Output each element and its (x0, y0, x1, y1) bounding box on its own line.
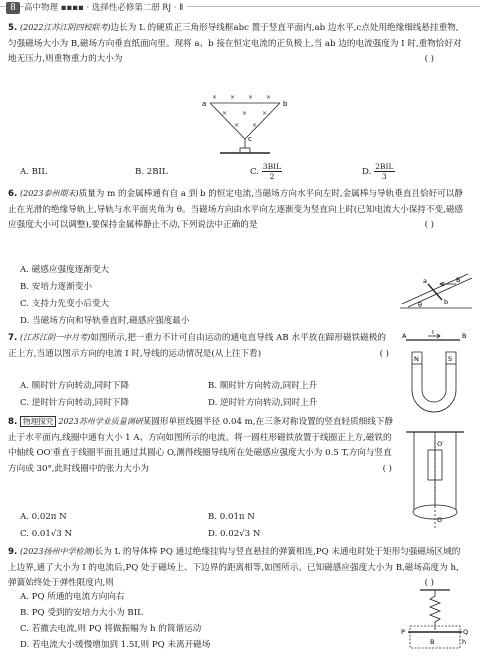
q6-label-B: B (456, 276, 461, 284)
question-7-text (8, 330, 393, 362)
q7-option-a: A. 顺时针方向转动,同时下降 (20, 381, 129, 391)
question-6-text (8, 186, 464, 234)
q5-option-c (250, 162, 282, 181)
q8-option-a: A. 0.02π N (20, 512, 67, 522)
numerator: 3BIL (262, 162, 282, 171)
q9-option-b: B. PQ 受到的安培力大小为 BIL (20, 608, 143, 618)
q5-side-ac (210, 103, 248, 139)
q5-label-c: c (248, 135, 252, 143)
question-source: (2023泰州期末) (19, 189, 79, 198)
q5-field-mark: × (252, 122, 258, 129)
question-5 (8, 20, 464, 68)
q7-option-d: D. 逆时针方向转动,同时上升 (208, 398, 318, 408)
q8-figure (402, 428, 468, 538)
q6-option-a: A. 磁感应强度逐渐变大 (20, 265, 110, 275)
q5-option-b: B. 2BIL (135, 167, 168, 177)
q8-option-b: B. 0.01π N (208, 512, 255, 522)
q6-label-b: b (444, 298, 449, 306)
q9-option-a: A. PQ 所通的电流方向向右 (20, 592, 125, 602)
question-7 (8, 330, 467, 362)
question-8-text (8, 414, 396, 477)
q6-option-b: B. 安培力逐渐变小 (20, 282, 92, 292)
q7-label-S: S (448, 355, 453, 363)
q6-label-a: a (423, 277, 427, 285)
q6-option-c: C. 支持力先变小后变大 (20, 299, 110, 309)
q7-option-c: C. 逆时针方向转动,同时下降 (20, 398, 129, 408)
q5-field-mark: × (230, 95, 236, 101)
q5-field-mark: × (222, 110, 228, 117)
q7-option-b: B. 顺时针方向转动,同时上升 (208, 381, 318, 391)
question-body: 如图所示,把一重力不计可自由运动的通电直导线 AB 水平放在蹄形磁铁磁极的正上方,当通以图示方向的电流 I 时,导线的运动情况是(从上往下看) (8, 333, 386, 359)
q5-side-bc (245, 103, 280, 139)
question-source: (2022江苏江阴四校联考) (19, 23, 111, 32)
q7-figure (400, 330, 468, 414)
fraction (374, 162, 394, 181)
denominator: 2 (269, 172, 275, 181)
question-number: 6. (8, 189, 18, 199)
q8-label-O: O (437, 516, 443, 524)
question-number: 5. (8, 23, 18, 33)
header-title: 高中物理 ▪▪▪▪ · 选择性必修第二册 RJ · Ⅱ (24, 1, 187, 13)
question-9 (8, 544, 464, 592)
q8-option-c: C. 0.01√3 N (20, 529, 73, 539)
q5-weight (240, 148, 250, 153)
answer-blank: ( ) (424, 220, 434, 231)
answer-blank: ( ) (382, 463, 392, 474)
question-9-text (8, 544, 464, 592)
q6-label-theta: θ (418, 301, 422, 309)
page-number: 8 (6, 2, 20, 14)
q9-label-B: B (430, 638, 435, 646)
answer-blank: ( ) (424, 578, 434, 589)
category-tag: 物理探究 (20, 416, 56, 427)
question-number: 8. (8, 417, 18, 427)
q5-field-mark: × (248, 95, 254, 101)
q5-option-d (362, 162, 395, 181)
question-number: 9. (8, 547, 18, 557)
fraction (262, 162, 282, 181)
numerator: 2BIL (375, 162, 394, 171)
q9-spring (430, 590, 440, 630)
q9-option-d: D. 若电流大小缓慢增加到 1.5I,则 PQ 未离开磁场 (20, 640, 211, 650)
q9-label-P: P (401, 628, 405, 636)
question-body: 质量为 m 的金属棒通有自 a 到 b 的恒定电流,当磁场方向水平向左时,金属棒与导轨垂直且恰好可以静止在光滑的绝缘导轨上,导轨与水平面夹角为 θ。当磁场方向由水平向左逐渐变为竖直向上时(已知电流大小保持不变,磁感应强度大小可以调整),要保持金属棒静止不动,下列说法中正确的是 (8, 189, 464, 231)
q9-figure (400, 588, 470, 660)
question-body: 长为 L 的导体棒 PQ 通过绝缘挂钩与竖直悬挂的弹簧相连,PQ 未通电时处于矩形匀强磁场区域的上边界,通了大小为 I 的电流后,PQ 处于磁场上、下边界的距离相等,如图所示。已知磁感应强度大小为 B,磁场高度为 h,弹簧始终处于弹性限度内,则 (8, 547, 461, 589)
question-6 (8, 186, 464, 234)
denominator: 3 (381, 172, 387, 181)
q9-label-Q: Q (463, 628, 469, 636)
question-source: (江苏江阴一中月考) (19, 333, 91, 342)
option-label: D. (362, 167, 372, 177)
q5-label-b: b (283, 100, 288, 108)
q5-field-mark: × (234, 122, 240, 129)
q5-option-a: A. BIL (20, 167, 48, 177)
q5-label-a: a (202, 100, 207, 108)
q9-option-c: C. 若撤去电流,则 PQ 将做振幅为 h 的简谐运动 (20, 624, 202, 634)
question-5-text (8, 20, 464, 68)
q6-figure (398, 266, 474, 312)
page-header (0, 0, 480, 20)
q7-label-B: B (462, 332, 467, 340)
question-source: (2023扬州中学检测) (19, 547, 95, 556)
q5-field-mark: × (242, 110, 248, 117)
answer-blank: ( ) (424, 54, 434, 65)
answer-blank: ( ) (379, 348, 389, 359)
q8-option-d: D. 0.02√3 N (208, 529, 261, 539)
question-body: 边长为 L 的硬质正三角形导线框abc 置于竖直平面内,ab 边水平,c点处用绝缘细线悬挂重物,匀强磁场大小为 B,磁场方向垂直纸面向里。现将 a、b 接在恒定电流的正负极上,当 ab 边的电流强度为 I 时,重物恰好对地无压力,则重物重力的大小为 (8, 23, 462, 65)
q7-label-N: N (414, 355, 419, 363)
q5-field-mark: × (212, 95, 218, 101)
question-8 (8, 414, 464, 477)
question-number: 7. (8, 333, 18, 343)
q6-option-d: D. 当磁场方向和导轨垂直时,磁感应强度最小 (20, 316, 190, 326)
option-label: C. (250, 167, 260, 177)
q5-field-mark: × (266, 95, 272, 101)
question-source: 2023苏州学业质量调研 (58, 417, 143, 426)
q8-label-O-prime: O′ (437, 440, 444, 448)
q9-label-h: h (462, 638, 467, 646)
question-body: 某圆形单匝线圈半径 0.04 m,在三条对称设置的竖直轻质细线下静止于水平面内,线圈中通有大小 1 A、方向如图所示的电流。将一圆柱形磁铁放置于线圈正上方,磁铁的中轴线 OO′垂直于线圈平面且通过其圆心 O,测得线圈导线所在处磁感应强度大小为 0.5 T,方向与竖直方向成 30°,此时线圈中的张力大小为 (8, 417, 394, 474)
q7-label-I: I (432, 330, 434, 336)
q5-figure (200, 95, 290, 157)
q5-field-mark: × (262, 110, 268, 117)
q7-label-A: A (402, 332, 407, 340)
